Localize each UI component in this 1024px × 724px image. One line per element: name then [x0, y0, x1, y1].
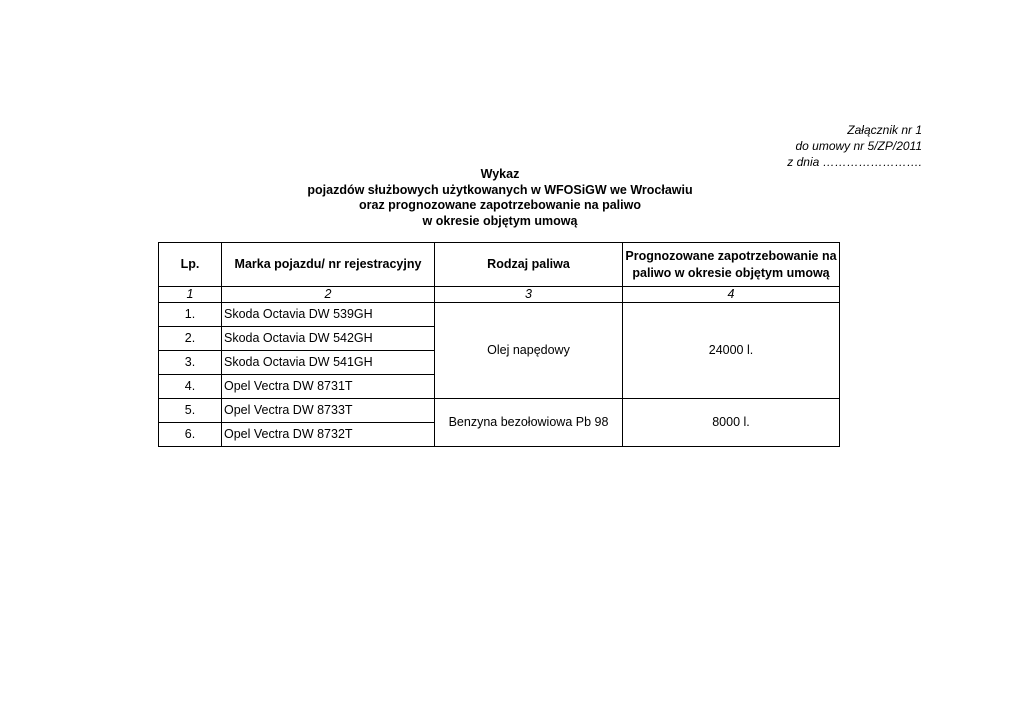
fuel-type-cell: Benzyna bezołowiowa Pb 98	[435, 399, 623, 447]
header-fuel-type: Rodzaj paliwa	[435, 243, 623, 287]
row-lp: 6.	[159, 423, 222, 447]
document-title	[0, 167, 1000, 229]
demand-cell: 24000 l.	[623, 303, 840, 399]
attachment-note	[787, 122, 922, 170]
column-number: 3	[435, 287, 623, 303]
row-vehicle: Opel Vectra DW 8732T	[222, 423, 435, 447]
table-header-row	[159, 243, 840, 287]
row-lp: 3.	[159, 351, 222, 375]
attachment-line-1: Załącznik nr 1	[847, 123, 922, 137]
row-lp: 4.	[159, 375, 222, 399]
fuel-type-cell: Olej napędowy	[435, 303, 623, 399]
header-demand: Prognozowane zapotrzebowanie na paliwo w okresie objętym umową	[623, 243, 840, 287]
column-number: 2	[222, 287, 435, 303]
row-vehicle: Skoda Octavia DW 542GH	[222, 327, 435, 351]
table-row	[159, 399, 840, 423]
header-lp: Lp.	[159, 243, 222, 287]
column-number: 1	[159, 287, 222, 303]
row-vehicle: Opel Vectra DW 8731T	[222, 375, 435, 399]
title-line-3: oraz prognozowane zapotrzebowanie na paliwo	[359, 198, 641, 212]
table-row	[159, 303, 840, 327]
row-vehicle: Opel Vectra DW 8733T	[222, 399, 435, 423]
title-line-2: pojazdów służbowych użytkowanych w WFOSiGW we Wrocławiu	[307, 182, 693, 197]
title-line-1: Wykaz	[480, 167, 520, 181]
header-vehicle: Marka pojazdu/ nr rejestracyjny	[222, 243, 435, 287]
attachment-line-3: z dnia …………………….	[787, 155, 922, 169]
attachment-line-2: do umowy nr 5/ZP/2011	[795, 139, 922, 153]
row-lp: 1.	[159, 303, 222, 327]
row-vehicle: Skoda Octavia DW 541GH	[222, 351, 435, 375]
title-line-4: w okresie objętym umową	[422, 213, 578, 228]
vehicles-table	[158, 242, 840, 447]
row-vehicle: Skoda Octavia DW 539GH	[222, 303, 435, 327]
column-number: 4	[623, 287, 840, 303]
demand-cell: 8000 l.	[623, 399, 840, 447]
column-number-row	[159, 287, 840, 303]
row-lp: 5.	[159, 399, 222, 423]
row-lp: 2.	[159, 327, 222, 351]
